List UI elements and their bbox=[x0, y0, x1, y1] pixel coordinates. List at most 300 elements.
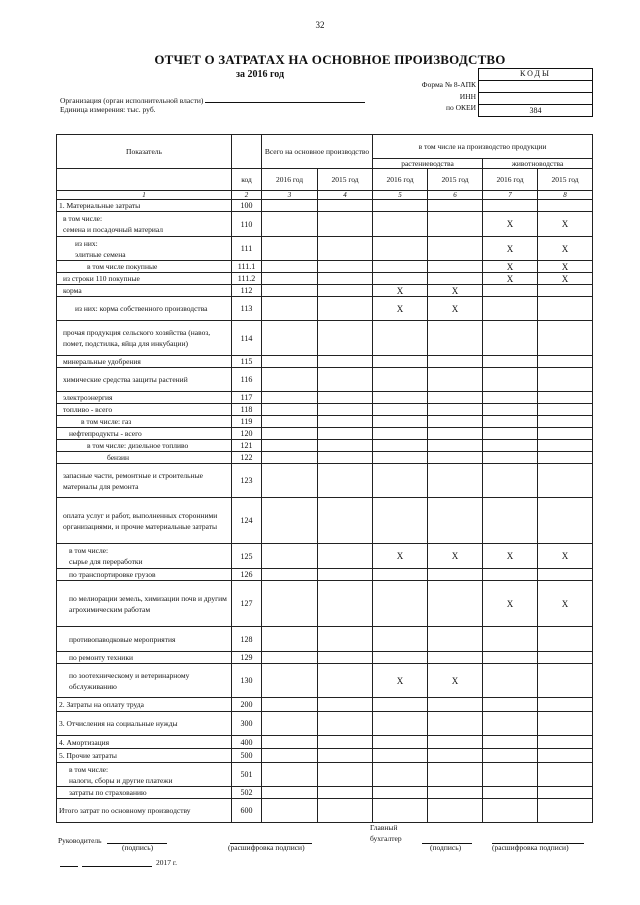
header-year-2: 2016 год bbox=[373, 169, 428, 191]
table-row bbox=[57, 652, 593, 664]
table-row bbox=[57, 321, 593, 356]
value-cell[interactable] bbox=[483, 569, 538, 581]
value-cell[interactable] bbox=[483, 498, 538, 544]
value-cell[interactable] bbox=[262, 212, 318, 237]
row-label: из них: элитные семена bbox=[57, 237, 232, 261]
value-cell[interactable] bbox=[262, 440, 318, 452]
value-cell[interactable] bbox=[373, 712, 428, 736]
value-cell[interactable] bbox=[318, 200, 373, 212]
code-inn-cell bbox=[479, 93, 592, 105]
table-row bbox=[57, 763, 593, 787]
value-cell[interactable] bbox=[262, 698, 318, 712]
value-cell[interactable] bbox=[428, 581, 483, 627]
row-code: 111.1 bbox=[232, 261, 262, 273]
row-label: по ремонту техники bbox=[57, 652, 232, 664]
code-okei-cell: 384 bbox=[529, 106, 542, 115]
form-label: Форма № 8-АПК bbox=[421, 80, 476, 89]
value-cell[interactable] bbox=[262, 356, 318, 368]
value-cell[interactable] bbox=[373, 498, 428, 544]
value-cell[interactable] bbox=[262, 452, 318, 464]
okei-label: по ОКЕИ bbox=[445, 103, 476, 112]
header-year-4: 2016 год bbox=[483, 169, 538, 191]
value-cell[interactable] bbox=[318, 799, 373, 823]
value-cell[interactable] bbox=[262, 273, 318, 285]
table-row bbox=[57, 464, 593, 498]
value-cell[interactable] bbox=[373, 736, 428, 749]
row-label: 3. Отчисления на социальные нужды bbox=[57, 712, 232, 736]
x-mark-cell: X bbox=[538, 581, 593, 627]
row-code: 116 bbox=[232, 368, 262, 392]
row-label: топливо - всего bbox=[57, 404, 232, 416]
row-code: 119 bbox=[232, 416, 262, 428]
table-row bbox=[57, 544, 593, 569]
value-cell[interactable] bbox=[262, 200, 318, 212]
value-cell[interactable] bbox=[538, 652, 593, 664]
row-label: корма bbox=[57, 285, 232, 297]
value-cell[interactable] bbox=[318, 297, 373, 321]
row-label: по зоотехническому и ветеринарному обслуживанию bbox=[57, 664, 232, 698]
value-cell[interactable] bbox=[318, 416, 373, 428]
row-label: нефтепродукты - всего bbox=[57, 428, 232, 440]
value-cell[interactable] bbox=[483, 464, 538, 498]
x-mark-cell: X bbox=[373, 544, 428, 569]
value-cell[interactable] bbox=[318, 428, 373, 440]
value-cell[interactable] bbox=[373, 452, 428, 464]
value-cell[interactable] bbox=[538, 200, 593, 212]
value-cell[interactable] bbox=[483, 698, 538, 712]
header-incl: в том числе на производство продукции bbox=[373, 135, 593, 159]
table-row bbox=[57, 799, 593, 823]
unit-label: Единица измерения: тыс. руб. bbox=[60, 105, 156, 114]
value-cell[interactable] bbox=[262, 237, 318, 261]
value-cell[interactable] bbox=[538, 416, 593, 428]
value-cell[interactable] bbox=[373, 749, 428, 763]
row-label: из строки 110 покупные bbox=[57, 273, 232, 285]
value-cell[interactable] bbox=[318, 368, 373, 392]
value-cell[interactable] bbox=[538, 712, 593, 736]
value-cell[interactable] bbox=[373, 404, 428, 416]
value-cell[interactable] bbox=[428, 799, 483, 823]
code-form-cell bbox=[479, 81, 592, 93]
row-code: 200 bbox=[232, 698, 262, 712]
value-cell[interactable] bbox=[538, 285, 593, 297]
row-label: по транспортировке грузов bbox=[57, 569, 232, 581]
value-cell[interactable] bbox=[538, 627, 593, 652]
value-cell[interactable] bbox=[373, 273, 428, 285]
value-cell[interactable] bbox=[318, 392, 373, 404]
value-cell[interactable] bbox=[538, 763, 593, 787]
row-label: запасные части, ремонтные и строительные материалы для ремонта bbox=[57, 464, 232, 498]
value-cell[interactable] bbox=[428, 452, 483, 464]
table-row bbox=[57, 698, 593, 712]
value-cell[interactable] bbox=[262, 392, 318, 404]
col-number: 6 bbox=[428, 191, 483, 200]
value-cell[interactable] bbox=[373, 237, 428, 261]
row-label: оплата услуг и работ, выполненных сторонними организациями, и прочие материальные затраты bbox=[57, 498, 232, 544]
value-cell[interactable] bbox=[373, 698, 428, 712]
date-year: 2017 г. bbox=[156, 858, 177, 867]
row-label: химические средства защиты растений bbox=[57, 368, 232, 392]
value-cell[interactable] bbox=[318, 498, 373, 544]
x-mark-cell: X bbox=[428, 544, 483, 569]
value-cell[interactable] bbox=[538, 799, 593, 823]
value-cell[interactable] bbox=[262, 627, 318, 652]
value-cell[interactable] bbox=[428, 273, 483, 285]
value-cell[interactable] bbox=[483, 285, 538, 297]
value-cell[interactable] bbox=[428, 321, 483, 356]
row-code: 129 bbox=[232, 652, 262, 664]
value-cell[interactable] bbox=[373, 787, 428, 799]
value-cell[interactable] bbox=[483, 763, 538, 787]
table-row bbox=[57, 273, 593, 285]
value-cell[interactable] bbox=[262, 736, 318, 749]
value-cell[interactable] bbox=[483, 392, 538, 404]
org-blank bbox=[205, 95, 365, 103]
header-code-blank bbox=[232, 135, 262, 169]
page-number: 32 bbox=[315, 20, 325, 30]
value-cell[interactable] bbox=[262, 569, 318, 581]
x-mark-cell: X bbox=[538, 261, 593, 273]
value-cell[interactable] bbox=[483, 652, 538, 664]
table-row bbox=[57, 285, 593, 297]
value-cell[interactable] bbox=[428, 763, 483, 787]
value-cell[interactable] bbox=[262, 581, 318, 627]
org-label: Организация (орган исполнительной власти) bbox=[60, 96, 204, 105]
value-cell[interactable] bbox=[262, 652, 318, 664]
value-cell[interactable] bbox=[262, 416, 318, 428]
value-cell[interactable] bbox=[262, 297, 318, 321]
table-row bbox=[57, 212, 593, 237]
value-cell[interactable] bbox=[483, 368, 538, 392]
value-cell[interactable] bbox=[262, 368, 318, 392]
codes-header: КОДЫ bbox=[479, 69, 592, 81]
row-code: 113 bbox=[232, 297, 262, 321]
value-cell[interactable] bbox=[428, 440, 483, 452]
value-cell[interactable] bbox=[373, 212, 428, 237]
value-cell[interactable] bbox=[318, 569, 373, 581]
value-cell[interactable] bbox=[262, 285, 318, 297]
org-line bbox=[60, 95, 365, 105]
col-number: 8 bbox=[538, 191, 593, 200]
value-cell[interactable] bbox=[373, 464, 428, 498]
table-row bbox=[57, 569, 593, 581]
table-row bbox=[57, 627, 593, 652]
value-cell[interactable] bbox=[538, 736, 593, 749]
x-mark-cell: X bbox=[373, 285, 428, 297]
row-label: в том числе: семена и посадочный материал bbox=[57, 212, 232, 237]
value-cell[interactable] bbox=[262, 498, 318, 544]
table-row bbox=[57, 416, 593, 428]
value-cell[interactable] bbox=[373, 569, 428, 581]
value-cell[interactable] bbox=[318, 664, 373, 698]
x-mark-cell: X bbox=[428, 285, 483, 297]
value-cell[interactable] bbox=[318, 652, 373, 664]
value-cell[interactable] bbox=[483, 736, 538, 749]
value-cell[interactable] bbox=[538, 368, 593, 392]
table-row bbox=[57, 356, 593, 368]
value-cell[interactable] bbox=[318, 464, 373, 498]
value-cell[interactable] bbox=[538, 698, 593, 712]
header-year-0: 2016 год bbox=[262, 169, 318, 191]
value-cell[interactable] bbox=[318, 627, 373, 652]
value-cell[interactable] bbox=[262, 404, 318, 416]
value-cell[interactable] bbox=[483, 787, 538, 799]
value-cell[interactable] bbox=[483, 321, 538, 356]
x-mark-cell: X bbox=[373, 297, 428, 321]
row-label: 5. Прочие затраты bbox=[57, 749, 232, 763]
row-code: 117 bbox=[232, 392, 262, 404]
value-cell[interactable] bbox=[262, 544, 318, 569]
value-cell[interactable] bbox=[428, 652, 483, 664]
header-indicator-spacer bbox=[57, 169, 232, 191]
value-cell[interactable] bbox=[373, 763, 428, 787]
table-row bbox=[57, 404, 593, 416]
value-cell[interactable] bbox=[318, 404, 373, 416]
value-cell[interactable] bbox=[373, 799, 428, 823]
value-cell[interactable] bbox=[373, 368, 428, 392]
value-cell[interactable] bbox=[483, 712, 538, 736]
value-cell[interactable] bbox=[262, 763, 318, 787]
value-cell[interactable] bbox=[538, 749, 593, 763]
codes-box bbox=[478, 68, 593, 117]
row-label: 4. Амортизация bbox=[57, 736, 232, 749]
value-cell[interactable] bbox=[483, 416, 538, 428]
report-title: ОТЧЕТ О ЗАТРАТАХ НА ОСНОВНОЕ ПРОИЗВОДСТВО bbox=[154, 52, 506, 67]
value-cell[interactable] bbox=[262, 749, 318, 763]
value-cell[interactable] bbox=[318, 544, 373, 569]
value-cell[interactable] bbox=[373, 200, 428, 212]
row-label: по мелиорации земель, химизации почв и другим агрохимическим работам bbox=[57, 581, 232, 627]
row-code: 600 bbox=[232, 799, 262, 823]
value-cell[interactable] bbox=[538, 464, 593, 498]
value-cell[interactable] bbox=[428, 237, 483, 261]
value-cell[interactable] bbox=[428, 428, 483, 440]
value-cell[interactable] bbox=[428, 416, 483, 428]
row-code: 500 bbox=[232, 749, 262, 763]
row-label: в том числе покупные bbox=[57, 261, 232, 273]
row-code: 115 bbox=[232, 356, 262, 368]
value-cell[interactable] bbox=[428, 787, 483, 799]
value-cell[interactable] bbox=[262, 799, 318, 823]
value-cell[interactable] bbox=[538, 356, 593, 368]
row-code: 100 bbox=[232, 200, 262, 212]
value-cell[interactable] bbox=[538, 440, 593, 452]
value-cell[interactable] bbox=[483, 404, 538, 416]
table-row bbox=[57, 237, 593, 261]
value-cell[interactable] bbox=[428, 368, 483, 392]
value-cell[interactable] bbox=[483, 452, 538, 464]
x-mark-cell: X bbox=[538, 212, 593, 237]
value-cell[interactable] bbox=[428, 569, 483, 581]
value-cell[interactable] bbox=[373, 261, 428, 273]
header-year-3: 2015 год bbox=[428, 169, 483, 191]
value-cell[interactable] bbox=[538, 452, 593, 464]
table-row bbox=[57, 452, 593, 464]
value-cell[interactable] bbox=[483, 200, 538, 212]
report-subtitle: за 2016 год bbox=[235, 69, 285, 80]
x-mark-cell: X bbox=[483, 273, 538, 285]
header-code: код bbox=[232, 169, 262, 191]
value-cell[interactable] bbox=[318, 212, 373, 237]
cost-table bbox=[56, 134, 593, 823]
value-cell[interactable] bbox=[538, 787, 593, 799]
value-cell[interactable] bbox=[538, 498, 593, 544]
row-label: затраты по страхованию bbox=[57, 787, 232, 799]
table-row bbox=[57, 200, 593, 212]
value-cell[interactable] bbox=[318, 698, 373, 712]
value-cell[interactable] bbox=[318, 356, 373, 368]
col-number: 2 bbox=[232, 191, 262, 200]
table-row bbox=[57, 392, 593, 404]
value-cell[interactable] bbox=[538, 404, 593, 416]
date-day-line bbox=[60, 866, 78, 867]
value-cell[interactable] bbox=[318, 321, 373, 356]
value-cell[interactable] bbox=[428, 261, 483, 273]
value-cell[interactable] bbox=[538, 428, 593, 440]
table-row bbox=[57, 581, 593, 627]
value-cell[interactable] bbox=[483, 664, 538, 698]
x-mark-cell: X bbox=[483, 237, 538, 261]
row-label: в том числе: газ bbox=[57, 416, 232, 428]
row-label: в том числе: налоги, сборы и другие платежи bbox=[57, 763, 232, 787]
value-cell[interactable] bbox=[538, 321, 593, 356]
table-row bbox=[57, 297, 593, 321]
col-number: 4 bbox=[318, 191, 373, 200]
row-label: бензин bbox=[57, 452, 232, 464]
x-mark-cell: X bbox=[538, 273, 593, 285]
value-cell[interactable] bbox=[318, 273, 373, 285]
value-cell[interactable] bbox=[428, 200, 483, 212]
value-cell[interactable] bbox=[428, 698, 483, 712]
header-total: Всего на основное производство bbox=[262, 135, 373, 169]
table-row bbox=[57, 712, 593, 736]
row-code: 114 bbox=[232, 321, 262, 356]
row-code: 123 bbox=[232, 464, 262, 498]
head-decoding-hint: (расшифровка подписи) bbox=[228, 843, 305, 852]
row-label: противопаводковые мероприятия bbox=[57, 627, 232, 652]
value-cell[interactable] bbox=[428, 392, 483, 404]
value-cell[interactable] bbox=[262, 261, 318, 273]
table-row bbox=[57, 368, 593, 392]
row-label: в том числе: дизельное топливо bbox=[57, 440, 232, 452]
value-cell[interactable] bbox=[483, 440, 538, 452]
value-cell[interactable] bbox=[428, 464, 483, 498]
value-cell[interactable] bbox=[262, 464, 318, 498]
row-label: Итого затрат по основному производству bbox=[57, 799, 232, 823]
value-cell[interactable] bbox=[262, 428, 318, 440]
row-code: 501 bbox=[232, 763, 262, 787]
header-animal: животноводства bbox=[483, 159, 593, 169]
acc-signature-hint: (подпись) bbox=[430, 843, 462, 852]
row-label: из них: корма собственного производства bbox=[57, 297, 232, 321]
row-label: 2. Затраты на оплату труда bbox=[57, 698, 232, 712]
value-cell[interactable] bbox=[318, 736, 373, 749]
row-label: 1. Материальные затраты bbox=[57, 200, 232, 212]
value-cell[interactable] bbox=[373, 652, 428, 664]
value-cell[interactable] bbox=[428, 356, 483, 368]
value-cell[interactable] bbox=[318, 787, 373, 799]
value-cell[interactable] bbox=[318, 440, 373, 452]
inn-label: ИНН bbox=[459, 92, 476, 101]
value-cell[interactable] bbox=[428, 749, 483, 763]
value-cell[interactable] bbox=[373, 392, 428, 404]
row-code: 128 bbox=[232, 627, 262, 652]
value-cell[interactable] bbox=[373, 581, 428, 627]
table-row bbox=[57, 428, 593, 440]
header-plant: растениеводства bbox=[373, 159, 483, 169]
table-row bbox=[57, 664, 593, 698]
value-cell[interactable] bbox=[318, 712, 373, 736]
head-label: Руководитель bbox=[58, 836, 102, 845]
value-cell[interactable] bbox=[428, 212, 483, 237]
head-signature-hint: (подпись) bbox=[122, 843, 154, 852]
value-cell[interactable] bbox=[538, 297, 593, 321]
value-cell[interactable] bbox=[318, 285, 373, 297]
value-cell[interactable] bbox=[373, 416, 428, 428]
table-row bbox=[57, 261, 593, 273]
value-cell[interactable] bbox=[318, 763, 373, 787]
value-cell[interactable] bbox=[538, 664, 593, 698]
row-code: 130 bbox=[232, 664, 262, 698]
row-code: 122 bbox=[232, 452, 262, 464]
value-cell[interactable] bbox=[538, 392, 593, 404]
header-year-1: 2015 год bbox=[318, 169, 373, 191]
table-row bbox=[57, 498, 593, 544]
value-cell[interactable] bbox=[318, 749, 373, 763]
row-label: электроэнергия bbox=[57, 392, 232, 404]
value-cell[interactable] bbox=[428, 404, 483, 416]
row-code: 502 bbox=[232, 787, 262, 799]
value-cell[interactable] bbox=[483, 297, 538, 321]
value-cell[interactable] bbox=[483, 356, 538, 368]
col-number: 1 bbox=[57, 191, 232, 200]
value-cell[interactable] bbox=[318, 237, 373, 261]
table-row bbox=[57, 736, 593, 749]
value-cell[interactable] bbox=[373, 428, 428, 440]
table-row bbox=[57, 440, 593, 452]
value-cell[interactable] bbox=[483, 749, 538, 763]
value-cell[interactable] bbox=[373, 321, 428, 356]
value-cell[interactable] bbox=[428, 736, 483, 749]
value-cell[interactable] bbox=[373, 627, 428, 652]
value-cell[interactable] bbox=[428, 712, 483, 736]
value-cell[interactable] bbox=[262, 321, 318, 356]
value-cell[interactable] bbox=[538, 569, 593, 581]
value-cell[interactable] bbox=[318, 581, 373, 627]
value-cell[interactable] bbox=[318, 452, 373, 464]
row-label: в том числе: сырье для переработки bbox=[57, 544, 232, 569]
value-cell[interactable] bbox=[373, 440, 428, 452]
row-label: прочая продукция сельского хозяйства (навоз, помет, подстилка, яйца для инкубации) bbox=[57, 321, 232, 356]
value-cell[interactable] bbox=[483, 799, 538, 823]
value-cell[interactable] bbox=[262, 712, 318, 736]
row-code: 111.2 bbox=[232, 273, 262, 285]
x-mark-cell: X bbox=[538, 237, 593, 261]
value-cell[interactable] bbox=[318, 261, 373, 273]
value-cell[interactable] bbox=[483, 428, 538, 440]
header-year-5: 2015 год bbox=[538, 169, 593, 191]
date-month-line bbox=[82, 866, 152, 867]
value-cell[interactable] bbox=[262, 787, 318, 799]
value-cell[interactable] bbox=[483, 627, 538, 652]
value-cell[interactable] bbox=[373, 356, 428, 368]
value-cell[interactable] bbox=[262, 664, 318, 698]
x-mark-cell: X bbox=[373, 664, 428, 698]
acc-decoding-hint: (расшифровка подписи) bbox=[492, 843, 569, 852]
col-number: 7 bbox=[483, 191, 538, 200]
value-cell[interactable] bbox=[428, 498, 483, 544]
value-cell[interactable] bbox=[428, 627, 483, 652]
